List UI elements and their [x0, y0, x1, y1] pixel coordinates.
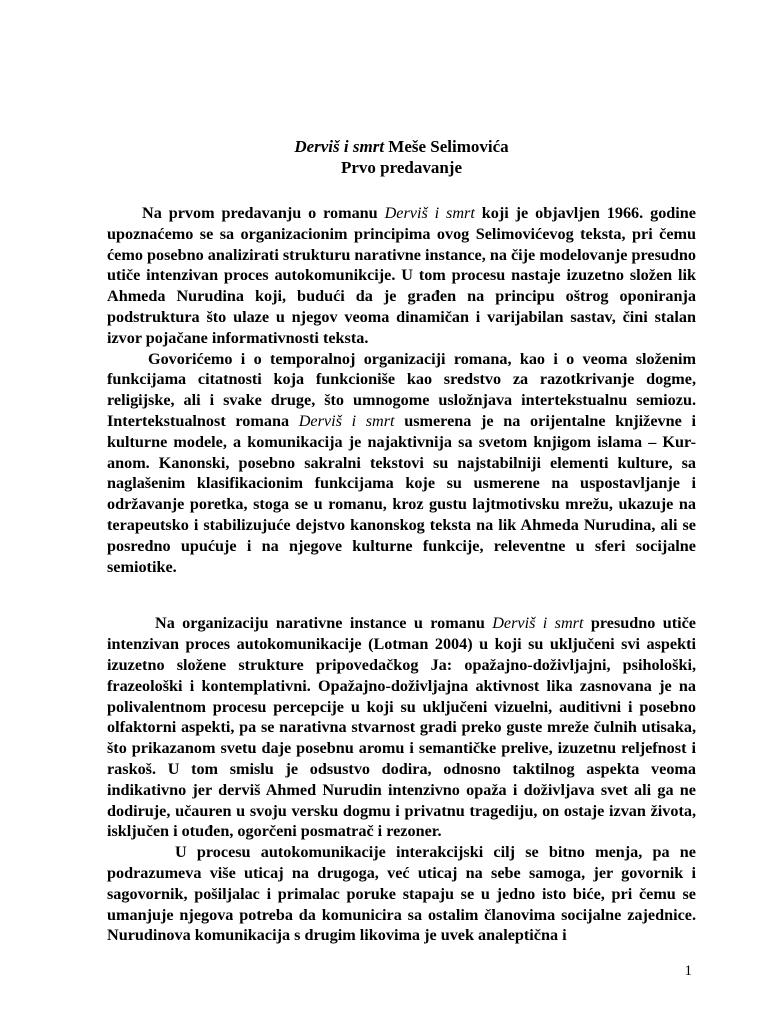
paragraph-3-text-b: presudno utiče intenzivan proces autokomunikacije (Lotman 2004) u koji su uključeni svi aspekti izuzetno složene strukture pripovedačkog Ja: opažajno-doživljajni, psihološki, frazeološki i kontemplativni. Opažajno-doživljajna aktivnost lika zasnovana je na polivalentnom procesu percepcije u koji su uključeni vizuelni, auditivni i posebno olfaktorni aspekti, pa se narativna stvarnost gradi preko guste mreže čulnih utisaka, što prikazanom svetu daje posebnu aromu i semantičke prelive, izuzetnu reljefnost i raskoš. U tom smislu je odsustvo dodira, odnosno taktilnog aspekta veoma indikativno jer derviš Ahmed Nurudin intenzivno opaža i doživljava svet ali ga ne dodiruje, učauren u svoju versku dogmu i privatnu tragediju, on ostaje izvan života, isključen i otuđen, ogorčeni posmatrač i rezoner. [107, 614, 696, 841]
paragraph-2-text-a: Govorićemo i o temporalnoj organizaciji romana, kao i o veoma složenim funkcijama citatnosti koja funkcioniše kao sredstvo za razotkrivanje dogme, religijske, ali i svake druge, što umnogome usložnjava intertekstualnu semiozu. Intertekstualnost romana [107, 349, 696, 430]
paragraph-4-text: U procesu autokomunikacije interakcijski cilj se bitno menja, pa ne podrazumeva više uticaj na drugoga, već uticaj na sebe samoga, jer govornik i sagovornik, pošiljalac i primalac poruke stapaju se u jedno isto biće, pri čemu se umanjuje njegova potreba da komunicira sa ostalim članovima socijalne zajednice. Nurudinova komunikacija s drugim likovima je uvek analeptična i [107, 843, 696, 945]
paragraph-4 [107, 842, 696, 946]
paragraph-1 [107, 203, 696, 349]
document-subtitle: Prvo predavanje [340, 158, 463, 177]
paragraph-1-work-title: Derviš i smrt [384, 204, 475, 222]
title-author: Meše Selimovića [384, 137, 509, 156]
paragraph-2 [107, 349, 696, 578]
paragraph-3-work-title: Derviš i smrt [492, 614, 584, 633]
document-title [107, 136, 696, 157]
paragraph-3-text-a: Na organizaciju narativne instance u romanu [155, 614, 493, 633]
page-number: 1 [684, 963, 692, 979]
paragraph-3 [107, 613, 696, 842]
title-work-name: Derviš i smrt [294, 137, 385, 156]
paragraph-1-text-b: koji je objavljen 1966. godine upoznaćemo se sa organizacionim principima ovog Selimovićevog teksta, pri čemu ćemo posebno analizirati strukturu narativne instance, na čije modelovanje presudno utiče intenzivan proces autokomunikcije. U tom procesu nastaje izuzetno složen lik Ahmeda Nurudina koji, budući da je građen na principu oštrog oponiranja podstruktura što ulaze u njegov veoma dinamičan i varijabilan sastav, čini stalan izvor pojačane informativnosti teksta. [107, 204, 696, 347]
paragraph-2-work-title: Derviš i smrt [298, 411, 395, 430]
paragraph-2-text-b: usmerena je na orijentalne književne i kulturne modele, a komunikacija je najaktivnija sa svetom knjigom islama – Kur-anom. Kanonski, posebno sakralni tekstovi su najstabilniji elementi kulture, sa naglašenim klasifikacionim funkcijama koje su usmerene na uspostavljanje i održavanje poretka, stoga se u romanu, kroz gustu lajtmotivsku mrežu, ukazuje na terapeutsko i stabilizujuće dejstvo kanonskog teksta na lik Ahmeda Nurudina, ali se posredno upućuje i na njegove kulturne funkcije, releventne u sferi socijalne semiotike. [107, 411, 696, 576]
paragraph-1-text-a: Na prvom predavanju o romanu [142, 204, 385, 222]
